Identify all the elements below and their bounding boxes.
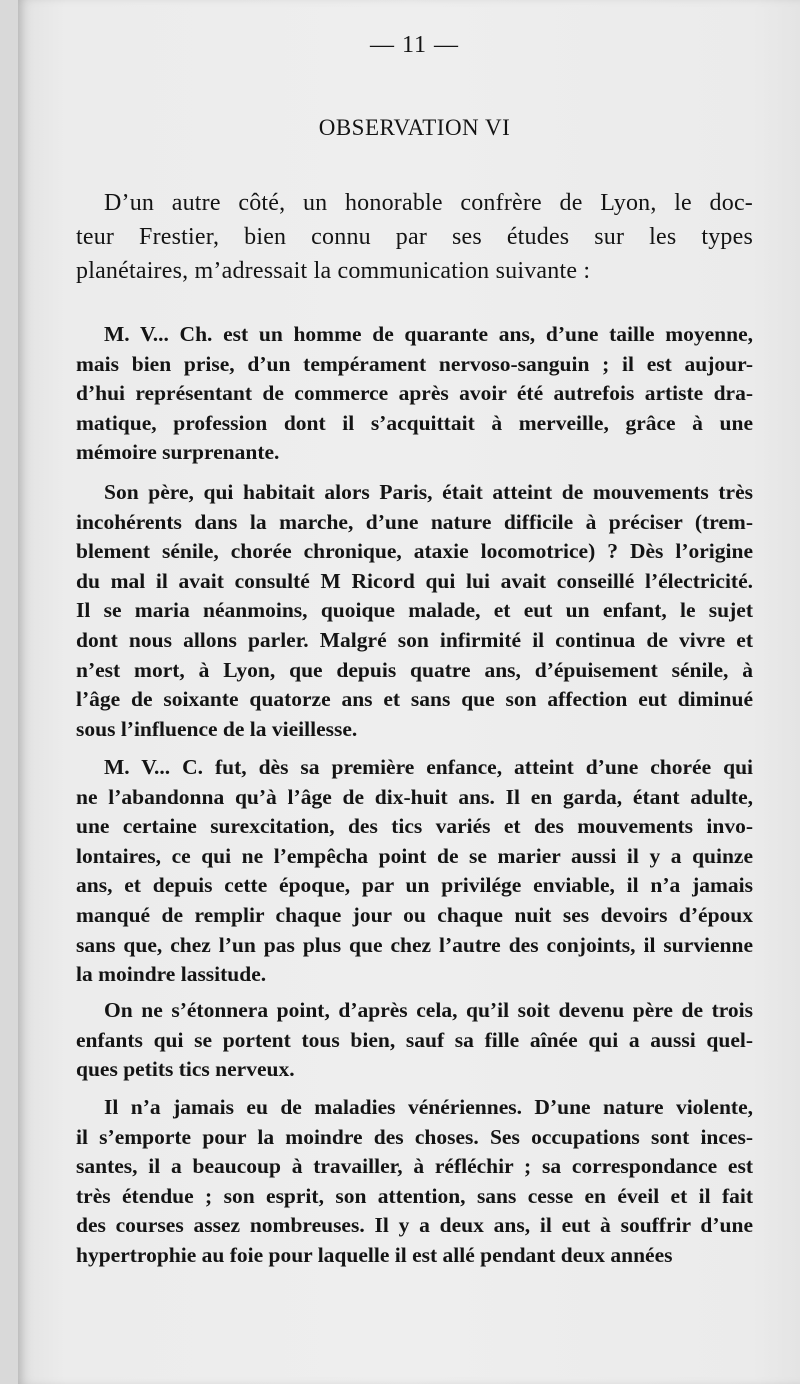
paragraph-1 — [76, 320, 753, 468]
paragraph-3 — [76, 753, 753, 990]
text-line: hypertrophie au foie pour laquelle il est allé pendant deux années — [76, 1242, 673, 1267]
text-line: Il n’a jamais eu de maladies vénériennes. D’une nature violente, — [104, 1095, 753, 1119]
text-line: la moindre lassitude. — [76, 962, 267, 987]
text-line: sous l’influence de la vieillesse. — [76, 716, 358, 741]
text-line: mais bien prise, d’un tempérament nervoso-sanguin ; il est aujour- — [76, 351, 753, 376]
section-heading: OBSERVATION VI — [318, 115, 511, 140]
text-line: ne l’abandonna qu’à l’âge de dix-huit ans. Il en garda, étant adulte, — [76, 784, 753, 809]
text-line: teur Frestier, bien connu par ses études sur les types — [76, 224, 753, 250]
text-line: du mal il avait consulté M Ricord qui lui avait conseillé l’électricité. — [76, 568, 753, 593]
text-line: très étendue ; son esprit, son attention, sans cesse en éveil et il fait — [76, 1183, 753, 1208]
text-line: ques petits tics nerveux. — [76, 1057, 295, 1082]
text-line: sans que, chez l’un pas plus que chez l’autre des conjoints, il survienne — [76, 932, 753, 957]
text-line: incohérents dans la marche, d’une nature difficile à préciser (trem- — [76, 509, 753, 534]
text-line: ans, et depuis cette époque, par un privilége enviable, il n’a jamais — [76, 873, 753, 898]
text-line: enfants qui se portent tous bien, sauf sa fille aînée qui a aussi quel- — [76, 1027, 753, 1052]
text-line: On ne s’étonnera point, d’après cela, qu’il soit devenu père de trois — [104, 998, 753, 1022]
text-line: matique, profession dont il s’acquittait à merveille, grâce à une — [76, 410, 753, 435]
text-line: d’hui représentant de commerce après avoir été autrefois artiste dra- — [76, 381, 753, 406]
text-line: mémoire surprenante. — [76, 440, 280, 465]
text-line: santes, il a beaucoup à travailler, à réfléchir ; sa correspondance est — [76, 1154, 753, 1179]
paragraph-4 — [76, 996, 753, 1085]
text-line: D’un autre côté, un honorable confrère de Lyon, le doc- — [104, 190, 753, 216]
text-line: M. V... Ch. est un homme de quarante ans, d’une taille moyenne, — [104, 322, 753, 346]
text-line: blement sénile, chorée chronique, ataxie locomotrice) ? Dès l’origine — [76, 539, 753, 564]
text-line: dont nous allons parler. Malgré son infirmité il continua de vivre et — [76, 627, 753, 652]
text-line: il s’emporte pour la moindre des choses. Ses occupations sont inces- — [76, 1124, 753, 1149]
text-line: des courses assez nombreuses. Il y a deux ans, il eut à souffrir d’une — [76, 1213, 753, 1238]
text-line: manqué de remplir chaque jour ou chaque nuit ses devoirs d’époux — [76, 902, 753, 927]
text-line: Il se maria néanmoins, quoique malade, et eut un enfant, le sujet — [76, 598, 753, 623]
book-page — [18, 0, 800, 1384]
paragraph-5 — [76, 1093, 753, 1271]
text-line: l’âge de soixante quatorze ans et sans que son affection eut diminué — [76, 687, 753, 712]
paragraph-intro — [76, 186, 753, 288]
paragraph-2 — [76, 478, 753, 744]
text-line: une certaine surexcitation, des tics variés et des mouvements invo- — [76, 814, 753, 839]
text-line: n’est mort, à Lyon, que depuis quatre ans, d’épuisement sénile, à — [76, 657, 753, 682]
text-line: planétaires, m’adressait la communication suivante : — [76, 258, 591, 284]
page-number: — 11 — — [369, 32, 460, 58]
text-line: M. V... C. fut, dès sa première enfance, atteint d’une chorée qui — [104, 755, 753, 779]
text-line: Son père, qui habitait alors Paris, était atteint de mouvements très — [104, 480, 753, 504]
text-line: lontaires, ce qui ne l’empêcha point de se marier aussi il y a quinze — [76, 843, 753, 868]
